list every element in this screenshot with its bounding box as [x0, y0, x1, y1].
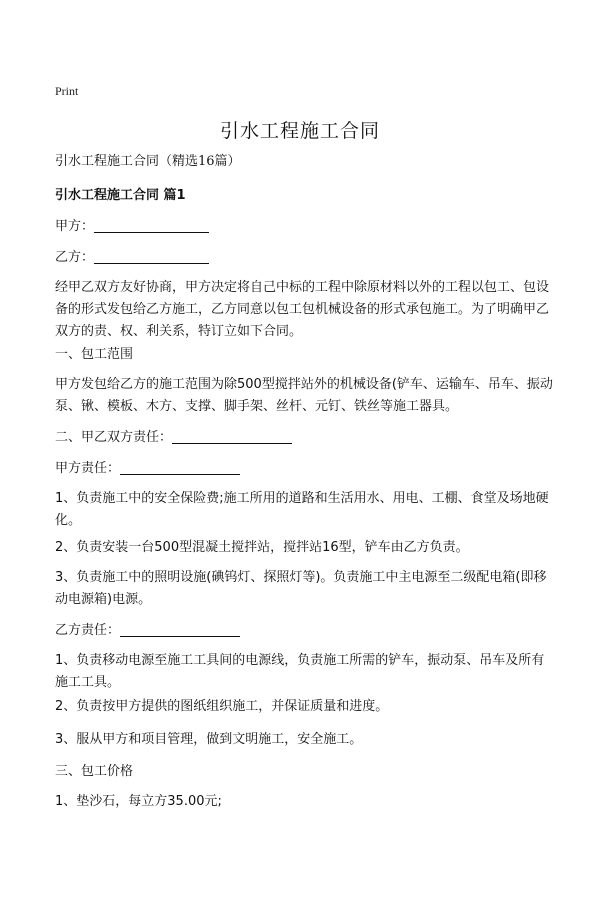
document-title: 引水工程施工合同: [219, 120, 380, 142]
party-b-duty-blank: [120, 622, 240, 637]
party-a-item: 1、负责施工中的安全保险费;施工所用的道路和生活用水、用电、工棚、食堂及场地硬化。: [55, 491, 549, 528]
section-3-item: 1、垫沙石，每立方35.00元;: [55, 794, 222, 809]
party-b-item: 3、服从甲方和项目管理，做到文明施工，安全施工。: [55, 732, 363, 747]
party-a-line: [55, 216, 555, 238]
party-b-item: 2、负责按甲方提供的图纸组织施工，并保证质量和进度。: [55, 699, 389, 714]
section-2-title: 二、甲乙双方责任：: [55, 430, 173, 445]
party-a-duty-line: [55, 458, 555, 480]
party-a-item: 3、负责施工中的照明设施(碘钨灯、探照灯等)。负责施工中主电源至二级配电箱(即移动电源箱)电源。: [55, 570, 547, 607]
party-b-duty-line: [55, 620, 555, 642]
print-label[interactable]: Print: [55, 84, 79, 98]
section-3-title: 三、包工价格: [55, 764, 134, 779]
party-a-blank: [94, 218, 209, 233]
intro-paragraph: 经甲乙双方友好协商，甲方决定将自己中标的工程中除原材料以外的工程以包工、包设备的形式发包给乙方施工，乙方同意以包工包机械设备的形式承包施工。为了明确甲乙双方的责、权、利关系，特订立如下合同。: [55, 280, 550, 339]
section-1-text: 甲方发包给乙方的施工范围为除500型搅拌站外的机械设备(铲车、运输车、吊车、振动泵、锹、模板、木方、支撑、脚手架、丝杆、元钉、铁丝等施工器具。: [55, 377, 553, 414]
party-b-line: [55, 247, 555, 269]
section-1-title: 一、包工范围: [55, 347, 134, 362]
section-2-blank: [172, 429, 292, 444]
party-a-duty-blank: [120, 460, 240, 475]
party-a-item: 2、负责安装一台500型混凝土搅拌站，搅拌站16型，铲车由乙方负责。: [55, 540, 469, 555]
party-a-duty-label: 甲方责任：: [55, 461, 121, 476]
section-heading: 引水工程施工合同 篇1: [55, 188, 186, 203]
section-2-title-line: [55, 427, 555, 449]
document-subtitle: 引水工程施工合同（精选16篇）: [55, 154, 241, 169]
party-b-blank: [94, 249, 209, 264]
party-a-label: 甲方：: [55, 219, 95, 234]
party-b-label: 乙方：: [55, 250, 95, 265]
party-b-item: 1、负责移动电源至施工工具间的电源线，负责施工所需的铲车，振动泵、吊车及所有施工工具。: [55, 653, 545, 690]
party-b-duty-label: 乙方责任：: [55, 623, 121, 638]
